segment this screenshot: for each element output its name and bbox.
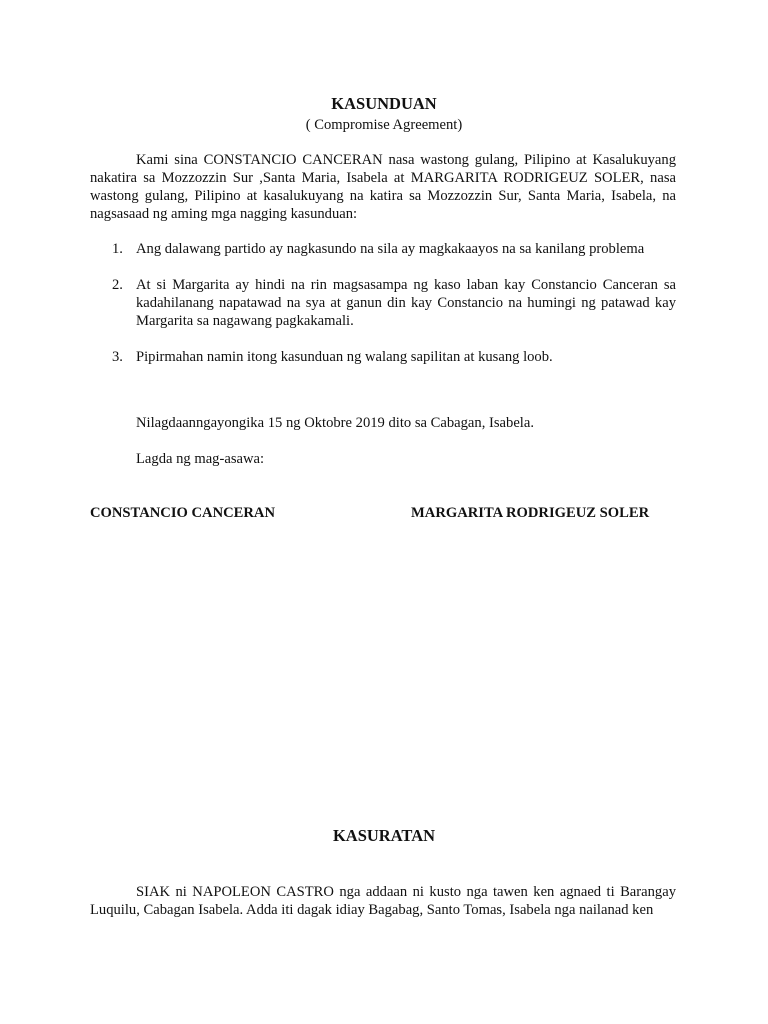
list-item-number: 2. [112,277,123,293]
list-item-number: 1. [112,241,123,257]
intro-paragraph: Kami sina CONSTANCIO CANCERAN nasa wastong gulang, Pilipino at Kasalukuyang nakatira sa Mozzozzin Sur ,Santa Maria, Isabela at MARGARITA RODRIGEUZ SOLER, nasa wastong gulang, Pilipino at kasalukuyang na katira sa Mozzozzin Sur, Santa Maria, Isabela, na nagsasaad ng aming mga nagging kasunduan: [90,152,676,222]
signer-name: CONSTANCIO CANCERAN [90,505,276,521]
list-item-text: Ang dalawang partido ay nagkasundo na sila ay magkakaayos na sa kanilang problema [136,241,645,257]
document-title: KASUNDUAN [331,94,437,113]
list-item-text: At si Margarita ay hindi na rin magsasampa ng kaso laban kay Constancio Canceran sa kadahilanang napatawad na sya at ganun din kay Constancio na humingi ng patawad kay Margarita sa nagawang pagkakamali. [136,277,676,329]
list-item-text: Pipirmahan namin itong kasunduan ng walang sapilitan at kusang loob. [136,349,553,365]
date-line: Nilagdaanngayongika 15 ng Oktobre 2019 dito sa Cabagan, Isabela. [136,415,534,431]
signer-name: MARGARITA RODRIGEUZ SOLER [411,505,650,521]
section-title: KASURATAN [332,826,436,845]
signature-label: Lagda ng mag-asawa: [136,451,265,467]
document-subtitle: ( Compromise Agreement) [305,117,463,133]
kasuratan-paragraph: SIAK ni NAPOLEON CASTRO nga addaan ni kusto nga tawen ken agnaed ti Barangay Luquilu, Cabagan Isabela. Adda iti dagak idiay Bagabag, Santo Tomas, Isabela nga nailanad ken [90,884,676,918]
list-item-number: 3. [112,349,123,365]
